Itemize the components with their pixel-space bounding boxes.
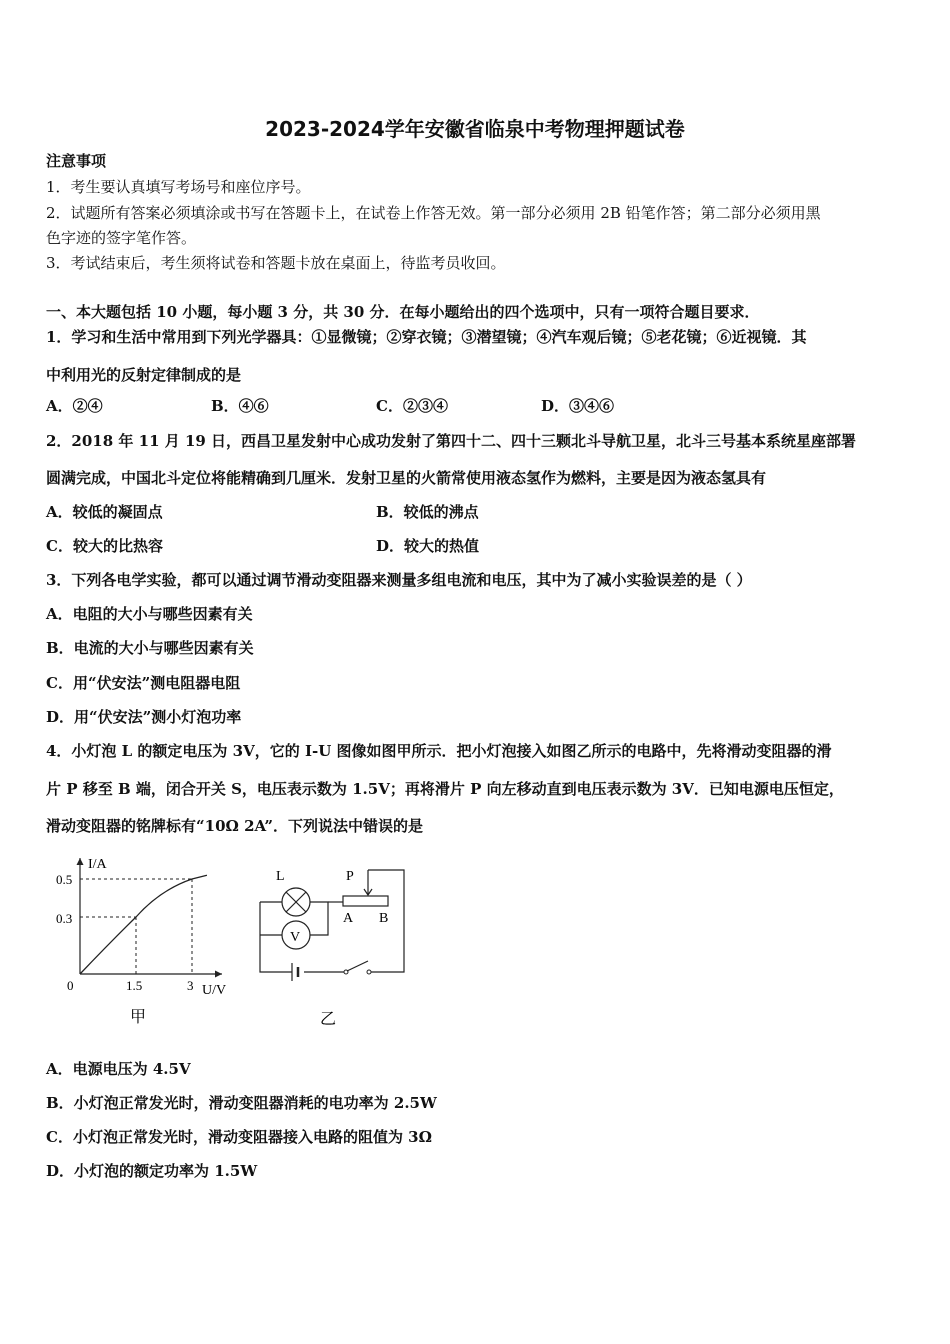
q4-option-a[interactable]: A．电源电压为 4.5V <box>46 1060 191 1078</box>
x-tick-label: 1.5 <box>126 978 143 993</box>
notice-heading: 注意事项 <box>46 152 107 170</box>
q2-option-a[interactable]: A．较低的凝固点 <box>46 503 163 521</box>
q1-option-b[interactable]: B．④⑥ <box>211 397 269 415</box>
q4-option-c[interactable]: C．小灯泡正常发光时，滑动变阻器接入电路的阻值为 3Ω <box>46 1128 432 1146</box>
lamp-label: L <box>276 869 285 884</box>
y-axis-label: I/A <box>88 857 107 872</box>
question-3-text: 3．下列各电学实验，都可以通过调节滑动变阻器来测量多组电流和电压，其中为了减小实验误差的是（ ） <box>46 571 752 589</box>
y-tick-label: 0.5 <box>56 872 73 887</box>
question-4-text: 滑动变阻器的铭牌标有“10Ω 2A”．下列说法中错误的是 <box>46 817 424 835</box>
notice-item: 3．考试结束后，考生须将试卷和答题卡放在桌面上，待监考员收回。 <box>46 254 506 272</box>
page-title: 2023-2024学年安徽省临泉中考物理押题试卷 <box>265 117 685 141</box>
end-b-label: B <box>379 911 389 926</box>
slider-arrow <box>364 886 372 895</box>
rheostat <box>343 896 388 906</box>
q2-option-c[interactable]: C．较大的比热容 <box>46 537 163 555</box>
end-a-label: A <box>343 911 354 926</box>
q4-option-b[interactable]: B．小灯泡正常发光时，滑动变阻器消耗的电功率为 2.5W <box>46 1094 437 1112</box>
slider-label: P <box>346 869 354 884</box>
q3-option-d[interactable]: D．用“伏安法”测小灯泡功率 <box>46 708 242 726</box>
question-1-text: 1．学习和生活中常用到下列光学器具：①显微镜；②穿衣镜；③潜望镜；④汽车观后镜；⑤老花镜；⑥近视镜．其 <box>46 328 807 346</box>
y-tick-label: 0.3 <box>56 911 73 926</box>
question-4-text: 4．小灯泡 L 的额定电压为 3V，它的 I-U 图像如图甲所示．把小灯泡接入如图乙所示的电路中，先将滑动变阻器的滑 <box>46 742 832 760</box>
notice-item: 2．试题所有答案必须填涂或书写在答题卡上，在试卷上作答无效。第一部分必须用 2B 铅笔作答；第二部分必须用黑 <box>46 204 821 222</box>
question-2-text: 圆满完成，中国北斗定位将能精确到几厘米．发射卫星的火箭常使用液态氢作为燃料，主要是因为液态氢具有 <box>46 469 767 487</box>
iu-graph-figure <box>50 850 250 1030</box>
question-2-text: 2．2018 年 11 月 19 日，西昌卫星发射中心成功发射了第四十二、四十三颗北斗导航卫星，北斗三号基本系统星座部署 <box>46 432 857 450</box>
q1-option-c[interactable]: C．②③④ <box>376 397 448 415</box>
lamp <box>282 888 310 916</box>
battery <box>292 963 298 981</box>
circuit-figure <box>252 860 412 1030</box>
q1-option-a[interactable]: A．②④ <box>46 397 103 415</box>
voltmeter-label: V <box>290 930 301 945</box>
q3-option-b[interactable]: B．电流的大小与哪些因素有关 <box>46 639 254 657</box>
section-heading: 一、本大题包括 10 小题，每小题 3 分，共 30 分．在每小题给出的四个选项中，只有一项符合题目要求． <box>46 303 760 321</box>
x-tick-label: 3 <box>187 978 194 993</box>
iu-curve <box>80 875 207 974</box>
circuit-wire <box>310 902 328 935</box>
q2-option-b[interactable]: B．较低的沸点 <box>376 503 479 521</box>
q1-option-d[interactable]: D．③④⑥ <box>541 397 615 415</box>
figure-caption-jia: 甲 <box>130 1009 147 1026</box>
q3-option-a[interactable]: A．电阻的大小与哪些因素有关 <box>46 605 253 623</box>
q3-option-c[interactable]: C．用“伏安法”测电阻器电阻 <box>46 674 241 692</box>
q2-option-d[interactable]: D．较大的热值 <box>376 537 480 555</box>
figure-caption-yi: 乙 <box>320 1011 337 1028</box>
notice-item: 色字迹的签字笔作答。 <box>46 229 197 247</box>
q4-option-d[interactable]: D．小灯泡的额定功率为 1.5W <box>46 1162 258 1180</box>
x-axis-label: U/V <box>202 983 227 998</box>
question-1-text: 中利用光的反射定律制成的是 <box>46 366 242 384</box>
notice-item: 1．考生要认真填写考场号和座位序号。 <box>46 178 311 196</box>
voltmeter <box>282 921 310 949</box>
origin-label: 0 <box>67 978 74 993</box>
switch <box>344 961 371 974</box>
question-4-text: 片 P 移至 B 端，闭合开关 S，电压表示数为 1.5V；再将滑片 P 向左移动直到电压表示数为 3V．已知电源电压恒定， <box>46 780 844 798</box>
